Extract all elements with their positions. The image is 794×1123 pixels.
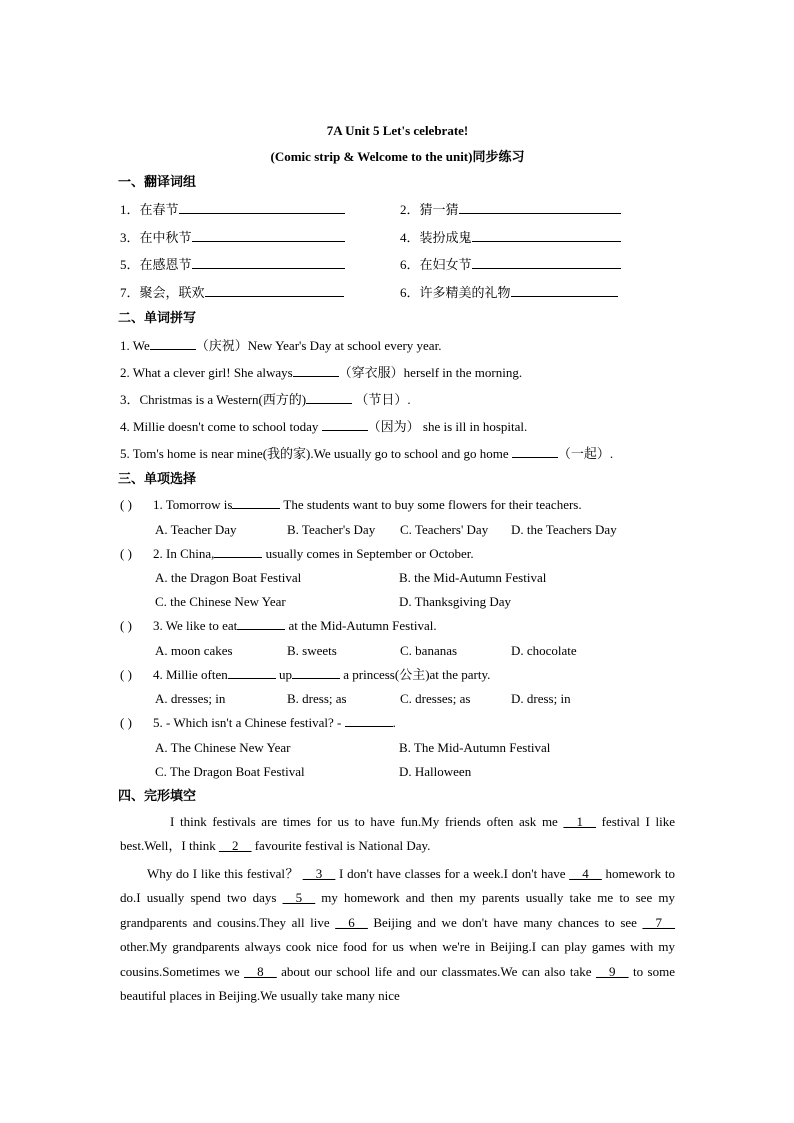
page-subtitle: (Comic strip & Welcome to the unit)同步练习 [270, 149, 525, 164]
cloze-blank-1[interactable]: __1__ [563, 813, 596, 829]
answer-blank[interactable] [472, 256, 621, 269]
answer-blank[interactable] [293, 364, 339, 377]
answer-blank[interactable] [511, 284, 618, 297]
answer-blank[interactable] [205, 284, 344, 297]
option-c[interactable]: C. bananas [400, 642, 458, 658]
option-a[interactable]: A. moon cakes [155, 642, 233, 658]
choice-options [120, 736, 675, 760]
option-c[interactable]: C. dresses; as [400, 691, 471, 706]
translate-item: 5．在感恩节 [120, 251, 400, 279]
page-title: 7A Unit 5 Let's celebrate! [326, 123, 469, 138]
worksheet [120, 118, 675, 1009]
answer-blank [214, 545, 262, 558]
choice-question: ( ) 4. Millie often up a princess(公主)at the party. [120, 663, 675, 688]
spelling-item: 4. Millie doesn't come to school today （因为） she is ill in hospital. [120, 419, 528, 434]
spelling-item: 2. What a clever girl! She always （穿衣服）herself in the morning. [120, 365, 523, 380]
spelling-item: 5. Tom's home is near mine(我的家).We usually go to school and go home （一起）. [120, 446, 614, 461]
translate-item: 1．在春节 [120, 196, 400, 224]
answer-blank [232, 496, 280, 509]
choice-options [120, 639, 675, 663]
cloze-blank-9[interactable]: __9__ [595, 963, 629, 979]
answer-blank[interactable] [179, 201, 345, 214]
option-b[interactable]: B. Teacher's Day [287, 521, 376, 537]
translate-item: 2．猜一猜 [400, 196, 675, 224]
translate-grid [120, 196, 675, 306]
cloze-blank-3[interactable]: __3__ [302, 865, 336, 881]
answer-parentheses[interactable]: ( ) [120, 497, 132, 512]
section-heading-choice: 三、单项选择 [118, 472, 197, 487]
option-d[interactable]: D. Halloween [399, 763, 472, 779]
translate-item: 4．装扮成鬼 [400, 224, 675, 252]
answer-blank [237, 617, 285, 630]
option-b[interactable]: B. the Mid-Autumn Festival [399, 570, 547, 585]
answer-blank[interactable] [192, 229, 345, 242]
cloze-paragraph-2: Why do I like this festival？ __3__ I don't have classes for a week.I don't have __4__ homework to do.I usually spend two days __5__ my homework and then my parents usually take me to see my grandparents and cousins.They all live __6__ Beijing and we don't have many chances to see __7__ other.My grandparents always cook nice food for us when we're in Beijing.I can play games with my cousins.Sometimes we __8__ about our school life and our classmates.We can also take __9__ to some beautiful places in Beijing.We usually take many nice [120, 865, 676, 1003]
option-b[interactable]: B. The Mid-Autumn Festival [399, 739, 551, 755]
section-heading-spelling: 二、单词拼写 [118, 311, 197, 326]
section-heading-translate: 一、翻译词组 [118, 175, 197, 190]
answer-blank[interactable] [150, 337, 196, 350]
answer-parentheses[interactable]: ( ) [120, 618, 132, 633]
answer-blank [345, 714, 393, 727]
answer-blank[interactable] [459, 201, 621, 214]
option-d[interactable]: D. chocolate [511, 642, 577, 658]
option-b[interactable]: B. sweets [287, 642, 337, 658]
cloze-blank-7[interactable]: __7__ [642, 914, 675, 930]
choice-options [120, 687, 675, 711]
choice-options [120, 590, 675, 614]
option-c[interactable]: C. The Dragon Boat Festival [155, 763, 305, 779]
cloze-paragraph-1: I think festivals are times for us to have fun.My friends often ask me __1__ festival I like best.Well，I think __2__ favourite festival is National Day. [120, 813, 676, 853]
answer-parentheses[interactable]: ( ) [120, 715, 132, 730]
answer-blank[interactable] [306, 391, 352, 404]
option-d[interactable]: D. Thanksgiving Day [399, 594, 512, 609]
choice-question: ( ) 1. Tomorrow is The students want to buy some flowers for their teachers. [120, 493, 675, 518]
cloze-blank-5[interactable]: __5__ [282, 890, 316, 905]
option-a[interactable]: A. dresses; in [155, 691, 226, 706]
answer-blank[interactable] [512, 445, 558, 458]
cloze-blank-2[interactable]: __2__ [218, 838, 252, 853]
option-a[interactable]: A. the Dragon Boat Festival [155, 570, 302, 585]
choice-question: ( ) 2. In China, usually comes in September or October. [120, 542, 675, 567]
answer-parentheses[interactable]: ( ) [120, 545, 132, 561]
option-c[interactable]: C. Teachers' Day [400, 521, 489, 537]
choice-options [120, 566, 675, 590]
cloze-blank-6[interactable]: __6__ [335, 914, 368, 930]
option-d[interactable]: D. the Teachers Day [511, 521, 617, 537]
option-d[interactable]: D. dress; in [511, 691, 571, 706]
choice-options [120, 518, 675, 542]
translate-item: 6．在妇女节 [400, 251, 675, 279]
answer-blank [228, 666, 276, 679]
spelling-item: 1. We （庆祝）New Year's Day at school every year. [120, 338, 442, 353]
answer-blank [292, 666, 340, 679]
option-a[interactable]: A. The Chinese New Year [155, 739, 291, 755]
translate-item: 3．在中秋节 [120, 224, 400, 252]
choice-question: ( ) 3. We like to eat at the Mid-Autumn Festival. [120, 614, 675, 639]
cloze-blank-4[interactable]: __4__ [569, 865, 602, 881]
option-c[interactable]: C. the Chinese New Year [155, 594, 286, 609]
option-a[interactable]: A. Teacher Day [155, 521, 237, 537]
cloze-blank-8[interactable]: __8__ [244, 963, 277, 979]
section-heading-cloze: 四、完形填空 [118, 788, 197, 804]
answer-parentheses[interactable]: ( ) [120, 666, 132, 682]
answer-blank[interactable] [472, 229, 621, 242]
answer-blank[interactable] [322, 418, 368, 431]
translate-item: 6．许多精美的礼物 [400, 279, 675, 307]
choice-options [120, 760, 675, 784]
answer-blank[interactable] [192, 256, 345, 269]
spelling-item: 3．Christmas is a Western(西方的) （节日）. [120, 392, 411, 407]
translate-item: 7．聚会，联欢 [120, 279, 400, 307]
option-b[interactable]: B. dress; as [287, 691, 347, 706]
choice-question: ( ) 5. - Which isn't a Chinese festival? - . [120, 711, 675, 736]
